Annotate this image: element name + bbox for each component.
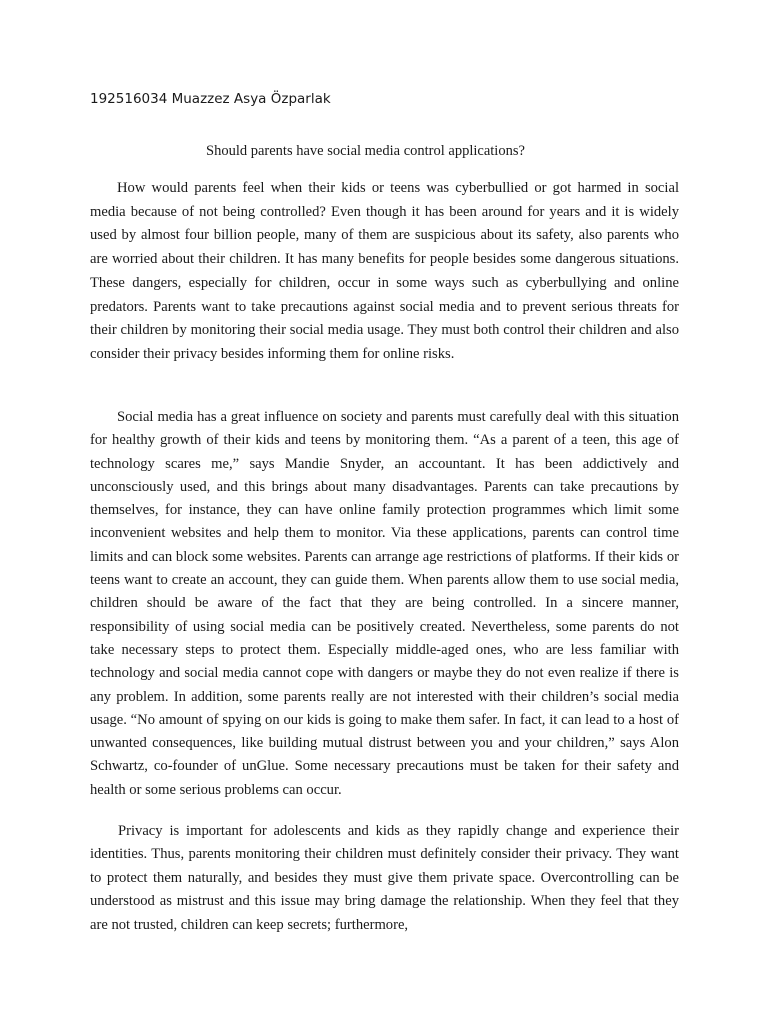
paragraph-3: Privacy is important for adolescents and kids as they rapidly change and experience their identities. Thus, parents monitoring their children must definitely consider their privacy. They want to protect them naturally, and besides they must give them private space. Overcontrolling can be understood as mistrust and this issue may bring damage the relationship. When they feel that they are not trusted, children can keep secrets; furthermore, (90, 823, 679, 933)
paragraph-2: Social media has a great influence on society and parents must carefully deal with this situation for healthy growth of their kids and teens by monitoring them. “As a parent of a teen, this age of technology scares me,” says Mandie Snyder, an accountant. It has been addictively and unconsciously used, and this brings about many disadvantages. Parents can take precautions by themselves, for instance, they can have online family protection programmes which limit some inconvenient websites and help them to monitor. Via these applications, parents can control time limits and can block some websites. Parents can arrange age restrictions of platforms. If their kids or teens want to create an account, they can guide them. When parents allow them to use social media, children should be aware of the fact that they are being controlled. In a sincere manner, responsibility of using social media can be positively created. Nevertheless, some parents do not take necessary steps to protect them. Especially middle-aged ones, who are less familiar with technology and social media cannot cope with dangers or maybe they do not even realize if there is any problem. In addition, some parents really are not interested with their children’s social media usage. “No amount of spying on our kids is going to make them safer. In fact, it can lead to a host of unwanted consequences, like building mutual distrust between you and your children,” says Alon Schwartz, co-founder of unGlue. Some necessary precautions must be taken for their safety and health or some serious problems can occur. (90, 409, 679, 798)
paragraph-1: How would parents feel when their kids or teens was cyberbullied or got harmed in social media because of not being controlled? Even though it has been around for years and it is widely used by almost four billion people, many of them are suspicious about its safety, also parents who are worried about their children. It has many benefits for people besides some dangerous situations. These dangers, especially for children, occur in some ways such as cyberbullying and online predators. Parents want to take precautions against social media and to prevent serious threats for their children by monitoring their social media usage. They must both control their children and also consider their privacy besides informing them for online risks. (90, 180, 679, 362)
author-header: 192516034 Muazzez Asya Özparlak (90, 91, 331, 107)
essay-title: Should parents have social media control applications? (206, 143, 525, 159)
